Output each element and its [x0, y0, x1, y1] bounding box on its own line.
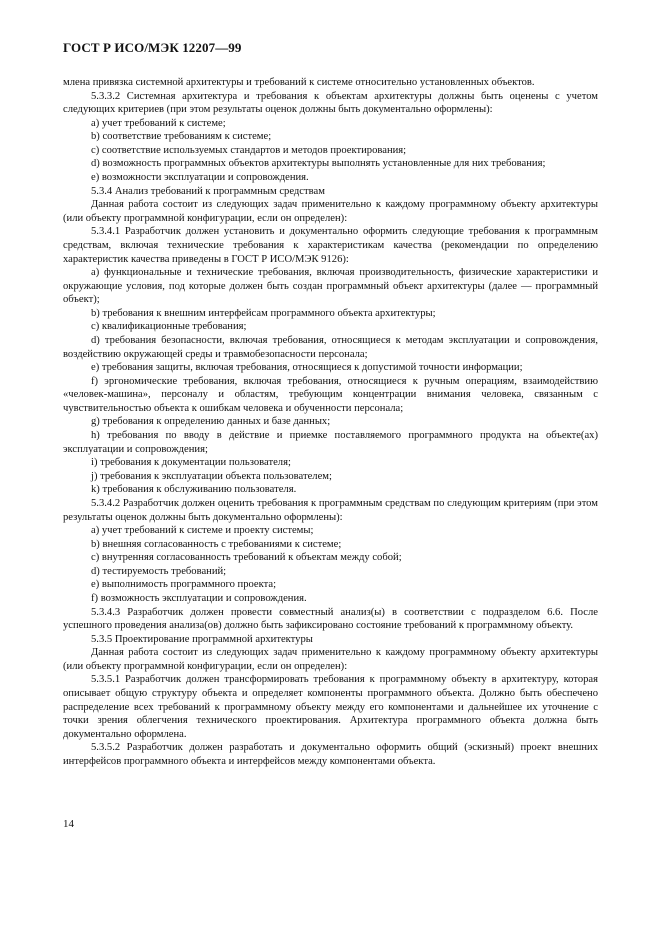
- paragraph: f) возможность эксплуатации и сопровождения.: [91, 592, 307, 604]
- paragraph: i) требования к документации пользователя;: [91, 457, 291, 469]
- paragraph: h) требования по вводу в действие и приемке поставляемого программного продукта на объекте(ах) эксплуатации и сопровождения;: [63, 430, 598, 455]
- paragraph: Данная работа состоит из следующих задач применительно к каждому программному объекту архитектуры (или объекту программной конфигурации, если он определен):: [63, 199, 598, 224]
- paragraph: c) квалификационные требования;: [91, 321, 247, 333]
- paragraph: 5.3.4.3 Разработчик должен провести совместный анализ(ы) в соответствии с подразделом 6.6. После успешного проведения анализа(ов) должно быть зафиксировано состояние требований к программному объекту.: [63, 606, 598, 632]
- paragraph: a) учет требований к системе и проекту системы;: [91, 525, 314, 537]
- paragraph: c) внутренняя согласованность требований к объектам между собой;: [91, 552, 402, 564]
- paragraph: k) требования к обслуживанию пользователя.: [91, 484, 297, 496]
- paragraph: b) соответствие требованиям к системе;: [91, 131, 272, 143]
- paragraph: 5.3.3.2 Системная архитектура и требования к объектам архитектуры должны быть оценены с учетом следующих критериев (при этом результаты оценок должны быть документально оформлены):: [63, 90, 598, 116]
- paragraph: d) требования безопасности, включая требования, относящиеся к методам эксплуатации и сопровождения, воздействию окружающей среды и травмобезопасности персонала;: [63, 334, 598, 360]
- paragraph: a) учет требований к системе;: [91, 117, 226, 129]
- paragraph: 5.3.4.1 Разработчик должен установить и документально оформить следующие требования к программным средствам, включая технические требования к характеристикам качества (рекомендации по определению характеристик качества приведены в ГОСТ Р ИСО/МЭК 9126):: [63, 226, 598, 265]
- paragraph: 5.3.5.1 Разработчик должен трансформировать требования к программному объекту в архитектуру, которая описывает общую структуру объекта и определяет компоненты программного объекта. Должно быть обеспечено распределение всех требований к программному объекту между его компонентами и дальнейшее их уточнение с точки зрения облегчения технического проектирования. Архитектура программного объекта должна быть документально оформлена.: [63, 674, 598, 740]
- paragraph: e) требования защиты, включая требования, относящиеся к допустимой точности информации;: [91, 362, 523, 374]
- paragraph: c) соответствие используемых стандартов и методов проектирования;: [91, 144, 407, 156]
- paragraph: b) внешняя согласованность с требованиями к системе;: [91, 538, 342, 550]
- document-header: ГОСТ Р ИСО/МЭК 12207—99: [63, 40, 242, 55]
- paragraph: d) возможность программных объектов архитектуры выполнять установленные для них требования;: [91, 158, 546, 170]
- paragraph: Данная работа состоит из следующих задач применительно к каждому программному объекту архитектуры (или объекту программной конфигурации, если он определен):: [63, 647, 598, 672]
- paragraph: 5.3.4 Анализ требований к программным средствам: [91, 185, 325, 197]
- paragraph: j) требования к эксплуатации объекта пользователем;: [91, 470, 332, 482]
- paragraph: 5.3.4.2 Разработчик должен оценить требования к программным средствам по следующим критериям (при этом результаты оценок должны быть документально оформлены):: [63, 497, 598, 523]
- page-number: 14: [63, 818, 74, 830]
- paragraph: e) возможности эксплуатации и сопровождения.: [91, 172, 309, 184]
- paragraph: e) выполнимость программного проекта;: [91, 579, 277, 591]
- paragraph: g) требования к определению данных и базе данных;: [91, 416, 331, 428]
- paragraph: 5.3.5 Проектирование программной архитектуры: [91, 633, 313, 645]
- paragraph: 5.3.5.2 Разработчик должен разработать и документально оформить общий (эскизный) проект внешних интерфейсов программного объекта и интерфейсов между компонентами объекта.: [63, 742, 598, 767]
- paragraph: f) эргономические требования, включая требования, относящиеся к ручным операциям, взаимодействию «человек-машина», персоналу и областям, требующим концентрации внимания человека, связанным с чувствительностью объекта к ошибкам человека и обученности персонала;: [63, 375, 598, 414]
- document-body: [63, 76, 598, 768]
- paragraph: b) требования к внешним интерфейсам программного объекта архитектуры;: [91, 307, 436, 319]
- paragraph: d) тестируемость требований;: [91, 565, 227, 577]
- paragraph: a) функциональные и технические требования, включая производительность, физические характеристики и окружающие условия, под которые должен быть создан программный объект архитектуры (далее — программный объект);: [63, 267, 598, 306]
- paragraph: млена привязка системной архитектуры и требований к системе относительно установленных объектов.: [63, 77, 535, 88]
